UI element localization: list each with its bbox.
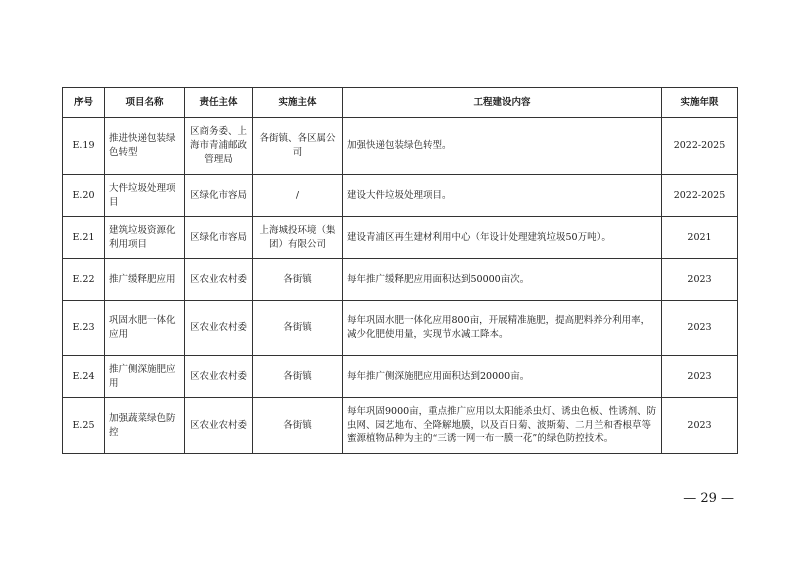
table-row [63, 217, 738, 259]
page-number: — 29 — [683, 491, 734, 506]
cell-implementer: 各街镇 [253, 398, 343, 454]
cell-years: 2022-2025 [662, 118, 738, 175]
cell-no: E.21 [63, 217, 105, 259]
table-row [63, 356, 738, 398]
header-no: 序号 [63, 88, 105, 118]
cell-no: E.25 [63, 398, 105, 454]
cell-no: E.19 [63, 118, 105, 175]
cell-responsible: 区农业农村委 [185, 301, 253, 356]
cell-years: 2021 [662, 217, 738, 259]
table-row [63, 259, 738, 301]
cell-name: 推广缓释肥应用 [105, 259, 185, 301]
header-years: 实施年限 [662, 88, 738, 118]
cell-implementer: / [253, 175, 343, 217]
cell-content: 每年巩固水肥一体化应用800亩，开展精准施肥，提高肥料养分利用率，减少化肥使用量，实现节水减工降本。 [343, 301, 662, 356]
cell-name: 推广侧深施肥应用 [105, 356, 185, 398]
table-row [63, 118, 738, 175]
cell-name: 加强蔬菜绿色防控 [105, 398, 185, 454]
cell-name: 大件垃圾处理项目 [105, 175, 185, 217]
cell-responsible: 区绿化市容局 [185, 217, 253, 259]
cell-no: E.24 [63, 356, 105, 398]
cell-implementer: 各街镇、各区属公司 [253, 118, 343, 175]
cell-years: 2022-2025 [662, 175, 738, 217]
cell-responsible: 区绿化市容局 [185, 175, 253, 217]
cell-content: 建设青浦区再生建材利用中心（年设计处理建筑垃圾50万吨）。 [343, 217, 662, 259]
cell-content: 每年推广侧深施肥应用面积达到20000亩。 [343, 356, 662, 398]
cell-name: 巩固水肥一体化应用 [105, 301, 185, 356]
cell-years: 2023 [662, 398, 738, 454]
cell-responsible: 区商务委、上海市青浦邮政管理局 [185, 118, 253, 175]
cell-implementer: 上海城投环境（集团）有限公司 [253, 217, 343, 259]
header-content: 工程建设内容 [343, 88, 662, 118]
table-row [63, 301, 738, 356]
cell-content: 建设大件垃圾处理项目。 [343, 175, 662, 217]
header-responsible: 责任主体 [185, 88, 253, 118]
header-name: 项目名称 [105, 88, 185, 118]
table-row [63, 398, 738, 454]
cell-years: 2023 [662, 259, 738, 301]
cell-years: 2023 [662, 301, 738, 356]
table-header [63, 88, 738, 118]
cell-implementer: 各街镇 [253, 259, 343, 301]
cell-name: 推进快递包装绿色转型 [105, 118, 185, 175]
cell-content: 加强快递包装绿色转型。 [343, 118, 662, 175]
header-row [63, 88, 738, 118]
cell-responsible: 区农业农村委 [185, 398, 253, 454]
cell-no: E.23 [63, 301, 105, 356]
header-implementer: 实施主体 [253, 88, 343, 118]
cell-no: E.22 [63, 259, 105, 301]
cell-content: 每年巩固9000亩，重点推广应用以太阳能杀虫灯、诱虫色板、性诱剂、防虫网、园艺地布、全降解地膜，以及百日菊、波斯菊、二月兰和香根草等蜜源植物品种为主的“三诱一网一布一膜一花”的绿色防控技术。 [343, 398, 662, 454]
cell-implementer: 各街镇 [253, 301, 343, 356]
cell-content: 每年推广缓释肥应用面积达到50000亩次。 [343, 259, 662, 301]
project-table [62, 87, 738, 454]
table-body [63, 118, 738, 454]
cell-no: E.20 [63, 175, 105, 217]
cell-name: 建筑垃圾资源化利用项目 [105, 217, 185, 259]
cell-responsible: 区农业农村委 [185, 356, 253, 398]
table-row [63, 175, 738, 217]
cell-responsible: 区农业农村委 [185, 259, 253, 301]
cell-implementer: 各街镇 [253, 356, 343, 398]
cell-years: 2023 [662, 356, 738, 398]
